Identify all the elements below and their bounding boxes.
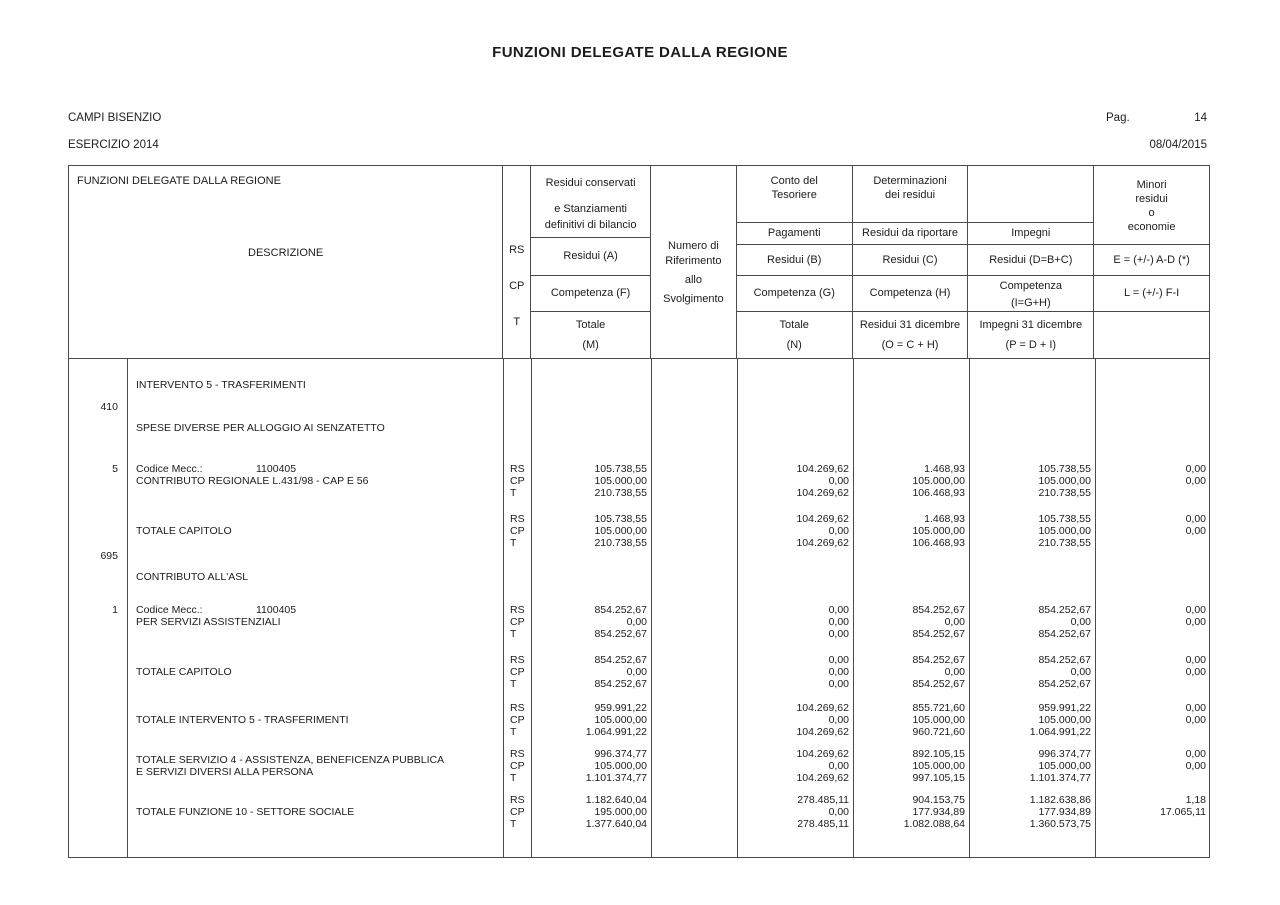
col-determinazioni: 1.468,93 105.000,00 106.468,93 <box>912 463 965 499</box>
header-conto-tesoriere-column <box>737 166 853 358</box>
col-determinazioni: 892.105,15 105.000,00 997.105,15 <box>912 748 965 784</box>
col-minori-residui: 0,00 0,00 <box>1185 463 1206 487</box>
col-impegni: 854.252,67 0,00 854.252,67 <box>1038 654 1091 690</box>
row-description: CONTRIBUTO ALL'ASL <box>136 571 249 583</box>
row-intervento-label <box>69 379 1209 391</box>
header-determinazioni-column <box>853 166 969 358</box>
col-minori-residui: 0,00 0,00 <box>1185 513 1206 537</box>
col-determinazioni: 854.252,67 0,00 854.252,67 <box>912 604 965 640</box>
codice-mecc-value: 1100405 <box>256 604 297 616</box>
header-formula-e: E = (+/-) A-D (*) <box>1094 245 1209 276</box>
header-numero-riferimento: Numero di Riferimento allo Svolgimento <box>651 166 737 358</box>
row-description: E SERVIZI DIVERSI ALLA PERSONA <box>136 766 314 778</box>
row-description: CONTRIBUTO REGIONALE L.431/98 - CAP E 56 <box>136 475 369 487</box>
header-residui-conservati: Residui conservati e Stanziamenti definitivi di bilancio <box>531 166 650 238</box>
header-conto-tesoriere: Conto del Tesoriere <box>737 166 852 223</box>
col-minori-residui: 0,00 0,00 <box>1185 702 1206 726</box>
capitolo-number: 695 <box>100 550 118 562</box>
col-conto-tesoriere: 104.269,62 0,00 104.269,62 <box>796 748 849 784</box>
row-totale-capitolo-410 <box>69 513 1209 549</box>
header-competenza-g: Competenza (G) <box>737 276 852 312</box>
report-table <box>68 165 1210 858</box>
col-minori-residui: 0,00 0,00 <box>1185 654 1206 678</box>
row-description: TOTALE SERVIZIO 4 - ASSISTENZA, BENEFICENZA PUBBLICA <box>136 754 445 766</box>
articolo-number: 1 <box>112 604 118 616</box>
table-header <box>69 166 1209 359</box>
header-residui-b: Residui (B) <box>737 245 852 276</box>
codice-mecc-value: 1100405 <box>256 463 297 475</box>
header-competenza-f: Competenza (F) <box>531 276 650 312</box>
header-totale-m: Totale (M) <box>575 319 606 351</box>
row-capitolo-695-header <box>69 550 1209 583</box>
page-title: FUNZIONI DELEGATE DALLA REGIONE <box>492 44 788 61</box>
row-description: TOTALE CAPITOLO <box>136 525 232 537</box>
row-description: INTERVENTO 5 - TRASFERIMENTI <box>136 379 306 391</box>
header-residui-31-dicembre: Residui 31 dicembre (O = C + H) <box>859 319 961 351</box>
line-type-labels: RS CP T <box>510 463 525 499</box>
header-pagamenti: Pagamenti <box>737 223 852 245</box>
col-determinazioni: 854.252,67 0,00 854.252,67 <box>912 654 965 690</box>
line-type-labels: RS CP T <box>510 654 525 690</box>
row-totale-capitolo-695 <box>69 654 1209 690</box>
col-minori-residui: 0,00 0,00 <box>1185 748 1206 772</box>
header-cp: CP <box>509 280 525 292</box>
capitolo-number: 410 <box>100 401 118 413</box>
header-minori-residui: Minori residui o economie <box>1094 166 1209 245</box>
col-impegni: 105.738,55 105.000,00 210.738,55 <box>1038 463 1091 499</box>
header-impegni: Impegni <box>968 223 1093 245</box>
row-capitolo-410-header <box>69 401 1209 434</box>
col-conto-tesoriere: 104.269,62 0,00 104.269,62 <box>796 463 849 499</box>
header-competenza-h: Competenza (H) <box>853 276 968 312</box>
line-type-labels: RS CP T <box>510 748 525 784</box>
col-determinazioni: 855.721,60 105.000,00 960.721,60 <box>912 702 965 738</box>
header-minori-spacer <box>1094 312 1209 359</box>
header-determinazioni: Determinazioni dei residui <box>853 166 968 223</box>
header-impegni-31-dicembre: Impegni 31 dicembre (P = D + I) <box>979 319 1083 351</box>
table-body <box>69 359 1209 858</box>
header-descrizione-cell <box>69 166 503 358</box>
col-conto-tesoriere: 0,00 0,00 0,00 <box>828 654 849 690</box>
row-description: TOTALE INTERVENTO 5 - TRASFERIMENTI <box>136 714 349 726</box>
page-number-value: 14 <box>1194 112 1207 124</box>
header-residui-a: Residui (A) <box>531 238 650 276</box>
row-description: PER SERVIZI ASSISTENZIALI <box>136 616 281 628</box>
page-number-label: Pag. <box>1106 112 1130 124</box>
col-impegni: 1.182.638,86 177.934,89 1.360.573,75 <box>1029 794 1091 830</box>
header-residui-d: Residui (D=B+C) <box>968 245 1093 276</box>
header-totale-n: Totale (N) <box>779 319 809 351</box>
col-minori-residui: 0,00 0,00 <box>1185 604 1206 628</box>
col-conto-tesoriere: 0,00 0,00 0,00 <box>828 604 849 640</box>
row-totale-intervento-5 <box>69 702 1209 738</box>
header-impegni-column <box>968 166 1094 358</box>
col-determinazioni: 1.468,93 105.000,00 106.468,93 <box>912 513 965 549</box>
row-totale-servizio-4 <box>69 748 1209 784</box>
header-competenza-i: Competenza (I=G+H) <box>968 276 1093 312</box>
header-formula-l: L = (+/-) F-I <box>1094 276 1209 312</box>
col-residui-conservati: 105.738,55 105.000,00 210.738,55 <box>594 513 647 549</box>
print-date: 08/04/2015 <box>1149 139 1207 151</box>
exercise-year-label: ESERCIZIO 2014 <box>68 139 159 151</box>
header-funzioni-title: FUNZIONI DELEGATE DALLA REGIONE <box>77 175 281 187</box>
row-description: SPESE DIVERSE PER ALLOGGIO AI SENZATETTO <box>136 422 385 434</box>
col-minori-residui: 1,18 17.065,11 <box>1160 794 1206 818</box>
codice-mecc-line: Codice Mecc.: 1100405 <box>136 604 297 616</box>
col-residui-conservati: 1.182.640,04 195.000,00 1.377.640,04 <box>585 794 647 830</box>
col-impegni: 996.374,77 105.000,00 1.101.374,77 <box>1029 748 1091 784</box>
col-residui-conservati: 959.991,22 105.000,00 1.064.991,22 <box>585 702 647 738</box>
col-residui-conservati: 854.252,67 0,00 854.252,67 <box>594 654 647 690</box>
header-residui-conservati-column <box>531 166 651 358</box>
col-determinazioni: 904.153,75 177.934,89 1.082.088,64 <box>903 794 965 830</box>
header-minori-residui-column <box>1094 166 1209 358</box>
municipality-label: CAMPI BISENZIO <box>68 112 162 124</box>
line-type-labels: RS CP T <box>510 604 525 640</box>
col-impegni: 105.738,55 105.000,00 210.738,55 <box>1038 513 1091 549</box>
col-conto-tesoriere: 104.269,62 0,00 104.269,62 <box>796 513 849 549</box>
col-conto-tesoriere: 104.269,62 0,00 104.269,62 <box>796 702 849 738</box>
col-residui-conservati: 854.252,67 0,00 854.252,67 <box>594 604 647 640</box>
header-t: T <box>513 316 521 328</box>
col-impegni: 854.252,67 0,00 854.252,67 <box>1038 604 1091 640</box>
row-description: TOTALE FUNZIONE 10 - SETTORE SOCIALE <box>136 806 355 818</box>
header-rs: RS <box>509 244 525 256</box>
header-line-type-column <box>503 166 531 358</box>
articolo-number: 5 <box>112 463 118 475</box>
header-descrizione: DESCRIZIONE <box>248 247 324 259</box>
row-totale-funzione-10 <box>69 794 1209 830</box>
col-numero-riferimento <box>652 463 738 499</box>
header-impegni-spacer <box>968 166 1093 223</box>
header-residui-riportare: Residui da riportare <box>853 223 968 245</box>
line-type-labels: RS CP T <box>510 513 525 549</box>
row-description: TOTALE CAPITOLO <box>136 666 232 678</box>
col-residui-conservati: 996.374,77 105.000,00 1.101.374,77 <box>585 748 647 784</box>
col-impegni: 959.991,22 105.000,00 1.064.991,22 <box>1029 702 1091 738</box>
col-conto-tesoriere: 278.485,11 0,00 278.485,11 <box>797 794 849 830</box>
row-capitolo-410-articolo-5 <box>69 463 1209 499</box>
line-type-labels: RS CP T <box>510 702 525 738</box>
codice-mecc-line: Codice Mecc.: 1100405 <box>136 463 297 475</box>
line-type-labels: RS CP T <box>510 794 525 830</box>
row-capitolo-695-articolo-1 <box>69 604 1209 640</box>
header-residui-c: Residui (C) <box>853 245 968 276</box>
col-residui-conservati: 105.738,55 105.000,00 210.738,55 <box>594 463 647 499</box>
